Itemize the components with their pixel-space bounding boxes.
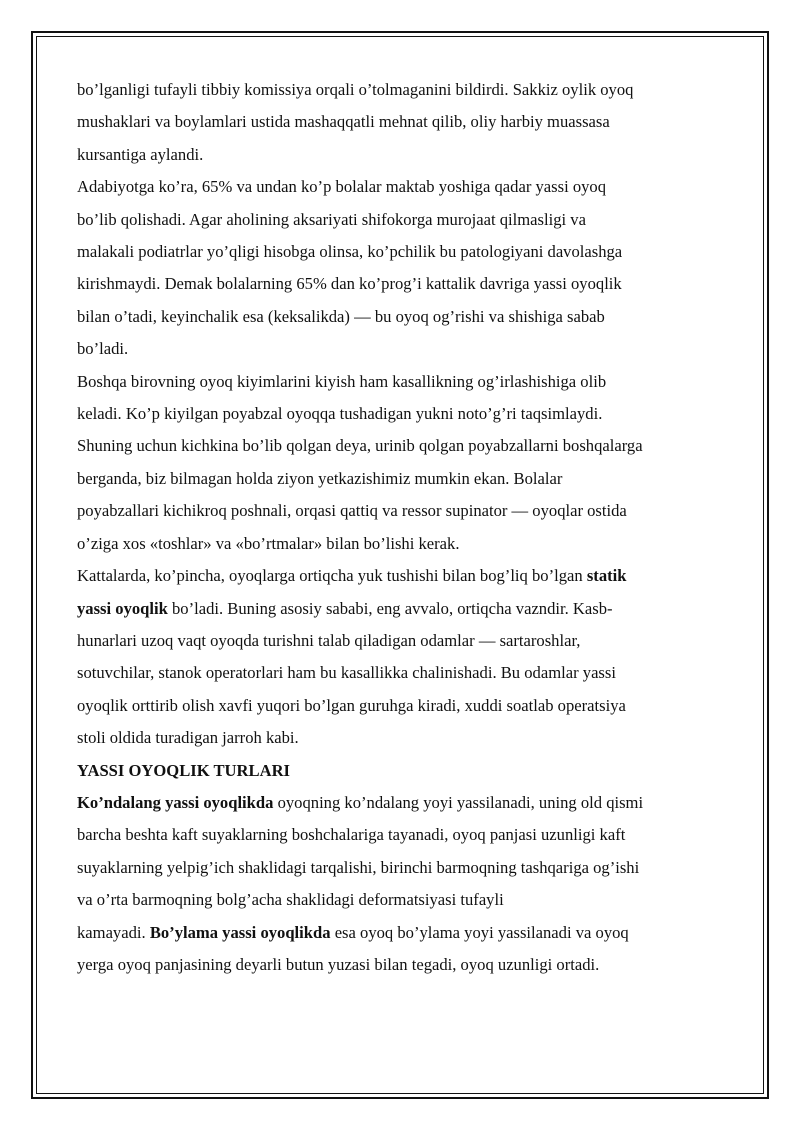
bold-term: yassi oyoqlik bbox=[77, 598, 168, 618]
text-line: keladi. Ko’p kiyilgan poyabzal oyoqqa tushadigan yukni noto’g’ri taqsimlaydi. bbox=[77, 404, 603, 424]
text-line: bo’ladi. bbox=[77, 339, 129, 359]
paragraph-3 bbox=[77, 366, 727, 560]
text-run: oyoqning ko’ndalang yoyi yassilanadi, uning old qismi bbox=[273, 792, 644, 812]
text-line: va o’rta barmoqning bolg’acha shaklidagi deformatsiyasi tufayli bbox=[77, 890, 504, 910]
bold-term: statik bbox=[586, 566, 627, 586]
text-line: Shuning uchun kichkina bo’lib qolgan deya, urinib qolgan poyabzallarni boshqalarga bbox=[77, 436, 643, 456]
text-line: suyaklarning yelpig’ich shaklidagi tarqalishi, birinchi barmoqning tashqariga og’ishi bbox=[77, 857, 640, 877]
text-run: bo’ladi. Buning asosiy sababi, eng avvalo, ortiqcha vazndir. Kasb- bbox=[167, 598, 613, 618]
text-line: yerga oyoq panjasining deyarli butun yuzasi bilan tegadi, oyoq uzunligi ortadi. bbox=[77, 954, 600, 974]
text-line: o’ziga xos «toshlar» va «bo’rtmalar» bilan bo’lishi kerak. bbox=[77, 533, 460, 553]
text-line: bilan o’tadi, keyinchalik esa (keksalikda) — bu oyoq og’rishi va shishiga sabab bbox=[77, 306, 605, 326]
text-line: berganda, biz bilmagan holda ziyon yetkazishimiz mumkin ekan. Bolalar bbox=[77, 468, 563, 488]
text-line: kirishmaydi. Demak bolalarning 65% dan ko’prog’i kattalik davriga yassi oyoqlik bbox=[77, 274, 622, 294]
text-line: stoli oldida turadigan jarroh kabi. bbox=[77, 728, 299, 748]
text-run: kamayadi. bbox=[77, 922, 150, 942]
bold-term: Ko’ndalang yassi oyoqlikda bbox=[77, 792, 274, 812]
text-run: esa oyoq bo’ylama yoyi yassilanadi va oyoq bbox=[330, 922, 629, 942]
text-run: Kattalarda, ko’pincha, oyoqlarga ortiqcha yuk tushishi bilan bog’liq bo’lgan bbox=[77, 566, 587, 586]
text-line: hunarlari uzoq vaqt oyoqda turishni talab qiladigan odamlar — sartaroshlar, bbox=[77, 630, 581, 650]
text-line: poyabzallari kichikroq poshnali, orqasi qattiq va ressor supinator — oyoqlar ostida bbox=[77, 501, 627, 521]
section-heading: YASSI OYOQLIK TURLARI bbox=[77, 760, 291, 780]
paragraph-1 bbox=[77, 74, 727, 171]
text-line: kursantiga aylandi. bbox=[77, 144, 204, 164]
bold-term: Bo’ylama yassi oyoqlikda bbox=[149, 922, 331, 942]
text-line: mushaklari va boylamlari ustida mashaqqatli mehnat qilib, oliy harbiy muassasa bbox=[77, 112, 610, 132]
text-line: barcha beshta kaft suyaklarning boshchalariga tayanadi, oyoq panjasi uzunligi kaft bbox=[77, 825, 626, 845]
text-line: sotuvchilar, stanok operatorlari ham bu kasallikka chalinishadi. Bu odamlar yassi bbox=[77, 663, 616, 683]
paragraph-2 bbox=[77, 171, 727, 365]
document-body bbox=[77, 74, 727, 981]
paragraph-types bbox=[77, 787, 727, 981]
text-line: Adabiyotga ko’ra, 65% va undan ko’p bolalar maktab yoshiga qadar yassi oyoq bbox=[77, 177, 607, 197]
text-line: bo’lib qolishadi. Agar aholining aksariyati shifokorga murojaat qilmasligi va bbox=[77, 209, 586, 229]
paragraph-4 bbox=[77, 560, 727, 754]
text-line: Boshqa birovning oyoq kiyimlarini kiyish ham kasallikning og’irlashishiga olib bbox=[77, 371, 607, 391]
text-line: malakali podiatrlar yo’qligi hisobga olinsa, ko’pchilik bu patologiyani davolashga bbox=[77, 242, 623, 262]
text-line: bo’lganligi tufayli tibbiy komissiya orqali o’tolmaganini bildirdi. Sakkiz oylik oyoq bbox=[77, 80, 634, 99]
text-line: oyoqlik orttirib olish xavfi yuqori bo’lgan guruhga kiradi, xuddi soatlab operatsiya bbox=[77, 695, 626, 715]
